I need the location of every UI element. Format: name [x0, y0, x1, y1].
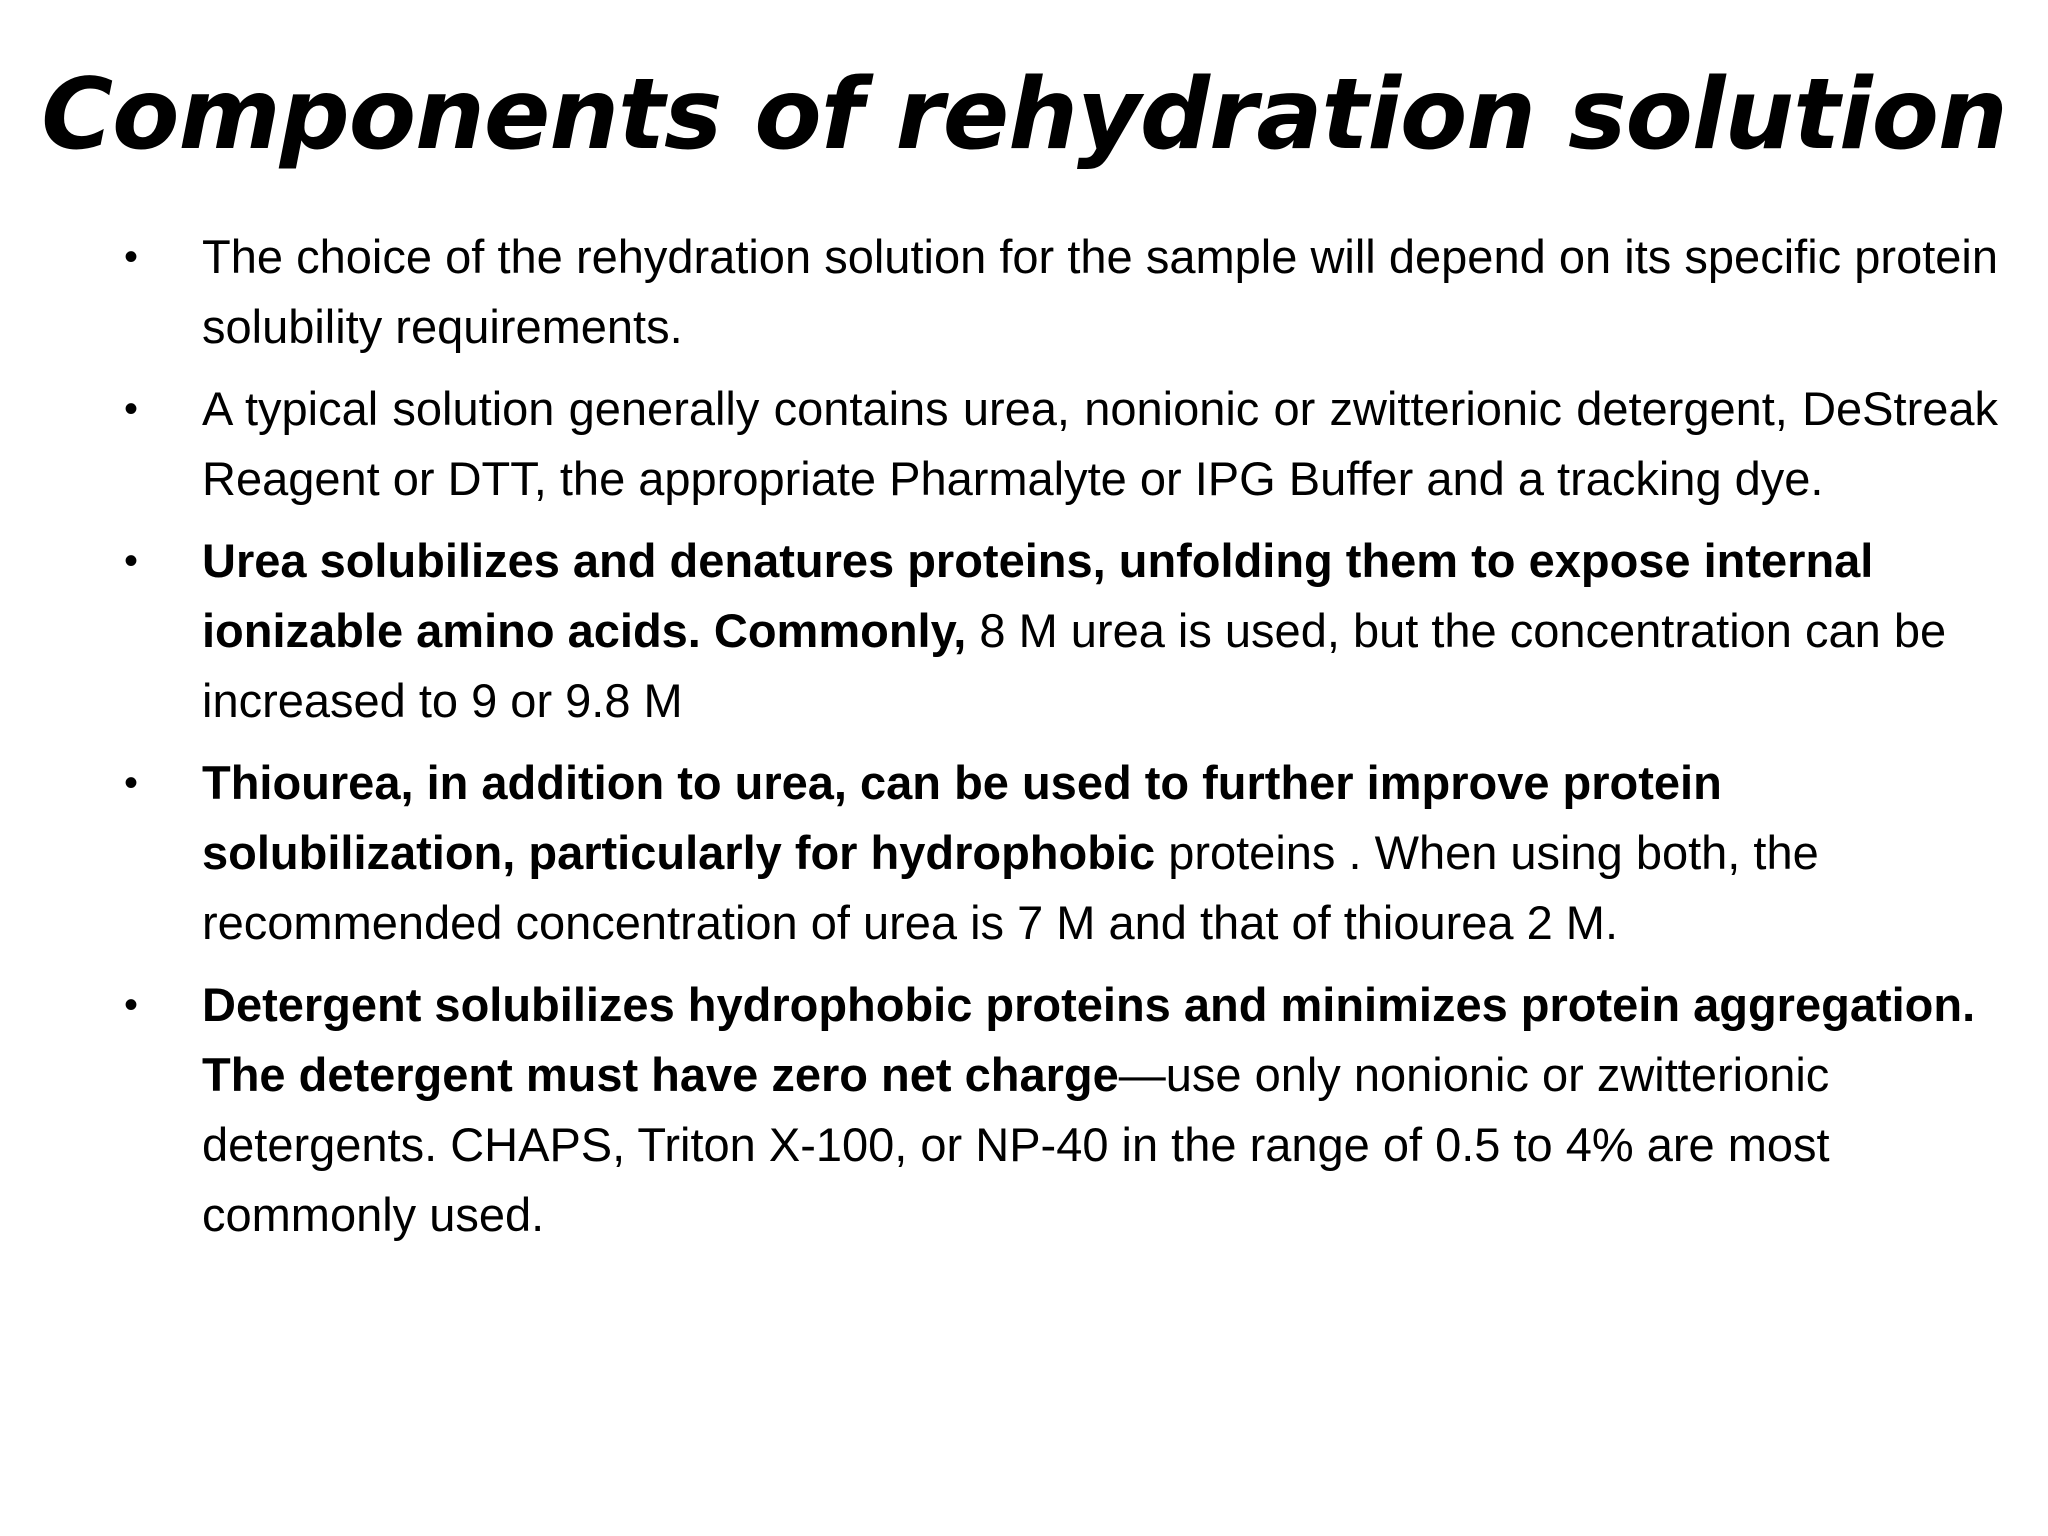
bullet-text: The choice of the rehydration solution for the sample will depend on its specific protein solubility requirements.	[202, 230, 1998, 353]
bullet-item-3	[118, 526, 1998, 736]
bullet-icon: •	[124, 761, 139, 805]
bullet-item-4	[118, 748, 1998, 958]
bullet-icon: •	[124, 983, 139, 1027]
bullet-text: proteins . When using both, the recommended concentration of urea is 7 M and that of thiourea 2 M.	[202, 826, 1819, 949]
bullet-item-2	[118, 374, 1998, 514]
bullet-text: 8 M urea is used, but the concentration can be increased to 9 or 9.8 M	[202, 604, 1947, 727]
bullet-text: —use only nonionic or zwitterionic detergents. CHAPS, Triton X-100, or NP-40 in the range of 0.5 to 4% are most commonly used.	[202, 1048, 1830, 1241]
bullet-icon: •	[124, 235, 139, 279]
bullet-text-bold: Thiourea, in addition to urea, can be used to further improve protein solubilization, particularly for hydrophobic	[202, 756, 1722, 879]
bullet-text-bold: Detergent solubilizes hydrophobic proteins and minimizes protein aggregation. The detergent must have zero net charge	[202, 978, 1976, 1101]
bullet-item-1	[118, 222, 1998, 362]
bullet-text: A typical solution generally contains urea, nonionic or zwitterionic detergent, DeStreak Reagent or DTT, the appropriate Pharmalyte or IPG Buffer and a tracking dye.	[202, 382, 1998, 505]
bullet-icon: •	[124, 387, 139, 431]
slide-title: Components of rehydration solution	[41, 58, 2007, 172]
bullet-text-bold: Urea solubilizes and denatures proteins, unfolding them to expose internal ionizable amino acids. Commonly,	[202, 534, 1874, 657]
bullet-item-5	[118, 970, 1998, 1250]
bullet-list	[118, 222, 1998, 1262]
bullet-icon: •	[124, 539, 139, 583]
